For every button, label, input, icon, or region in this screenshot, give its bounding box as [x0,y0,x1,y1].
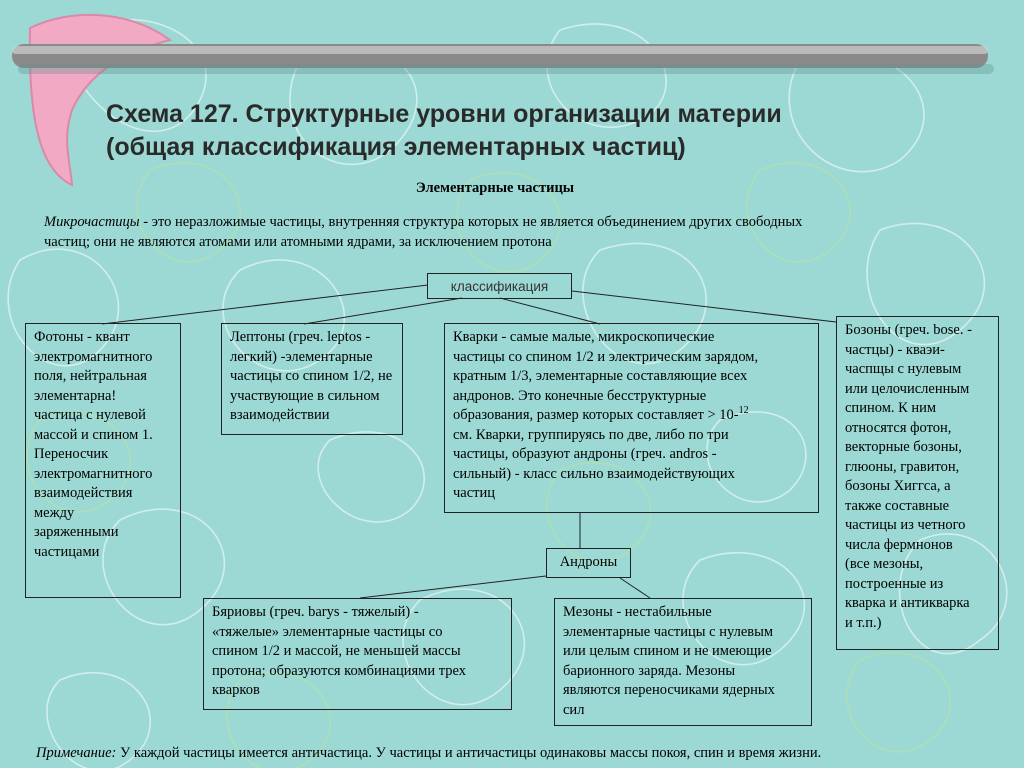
quarks-line: частицы со спином 1/2 и электрическим зарядом, [453,348,759,365]
definition-text [44,213,984,252]
quarks-size-exponent: 12 [738,405,749,417]
bosons-line: или целочисленным [845,380,970,397]
baryons-line: кварков [212,682,260,698]
photons-line: частица с нулевой [34,407,146,423]
quarks-line: андронов. Это конечные бесструктурные [453,387,707,404]
photons-line: элементарна! [34,387,117,404]
quarks-line: частиц [453,485,496,501]
photons-line: электромагнитного [34,465,153,482]
quarks-line: см. Кварки, группируясь по две, либо по три [453,426,729,443]
mesons-line: сил [563,701,585,718]
andrones-box [546,548,631,578]
bosons-line: векторные бозоны, [845,439,962,455]
title-line-2: (общая классификация элементарных частиц) [106,133,686,161]
mesons-line: являются переносчиками ядерных [563,682,775,698]
photons-box [25,323,181,598]
bosons-line: построенные из [845,575,944,592]
bosons-line: частицы из четного [845,517,966,533]
bosons-line: (все мезоны, [845,556,924,572]
classification-label: классификация [450,279,549,294]
bosons-line: относятся фотон, [845,419,952,436]
definition-line-2: частиц; они не являются атомами или атомными ядрами, за исключением протона [44,233,552,250]
quarks-box [444,323,819,513]
photons-line: электромагнитного [34,348,153,365]
bosons-line: также составные [845,497,950,514]
photons-line: поля, нейтральная [34,368,147,384]
photons-line: между [34,504,75,521]
quarks-line: кратным 1/3, элементарные составляющие всех [453,368,748,384]
note-label: Примечание: [36,745,117,761]
slide-title [106,98,986,164]
baryons-line: спином 1/2 и массой, не меньшей массы [212,643,461,659]
quarks-line: частицы, образуют андроны (греч. andros - [453,446,717,462]
mesons-line: элементарные частицы с нулевым [563,623,774,640]
mesons-line: барионного заряда. Мезоны [563,662,736,679]
baryons-line: «тяжелые» элементарные частицы со [212,623,443,640]
mesons-line: или целым спином и не имеющие [563,643,772,659]
bosons-line: кварка и антикварка [845,595,970,611]
bosons-line: числа фермнонов [845,536,953,553]
bosons-line: Бозоны (греч. bose. - [845,322,972,338]
classification-box [427,273,572,299]
quarks-line: сильный) - класс сильно взаимодействующих [453,465,735,482]
note-text: У каждой частицы имеется античастица. У частицы и античастицы одинаковы массы покоя, спин и время жизни. [116,745,822,761]
bosons-line: глюоны, гравитон, [845,458,960,475]
photons-line: Переносчик [34,446,109,462]
definition-line-1: - это неразложимые частицы, внутренняя структура которых не является объединением других свободных [139,214,803,230]
mesons-line: Мезоны - нестабильные [563,604,712,620]
subtitle: Элементарные частицы [415,180,575,196]
leptons-line: частицы со спином 1/2, не [230,368,393,384]
definition-term: Микрочастицы [44,214,140,230]
leptons-line: легкий) -элементарные [230,348,373,365]
bosons-line: спином. К ним [845,400,937,416]
baryons-line: протона; образуются комбинациями трех [212,662,466,679]
title-line-1: Схема 127. Структурные уровни организации материи [106,100,782,128]
bosons-line: бозоны Хиггса, а [845,478,951,494]
photons-line: Фотоны - квант [34,329,130,345]
bosons-line: часпщы с нулевым [845,361,962,377]
bosons-line: частцы) - кваэи- [845,341,945,358]
baryons-box [203,598,512,710]
leptons-line: участвующие в сильном [230,387,380,404]
leptons-box [221,323,403,435]
bosons-line: и т.п.) [845,614,882,631]
photons-line: массой и спином 1. [34,426,153,443]
note [36,744,1016,763]
mesons-box [554,598,812,726]
photons-line: взаимодействия [34,485,133,501]
photons-line: частицами [34,543,100,560]
baryons-line: Бяриовы (греч. barys - тяжелый) - [212,604,419,620]
quarks-size-line: образования, размер которых составляет > 10- [453,407,739,423]
bosons-box [836,316,999,650]
quarks-line: Кварки - самые малые, микроскопические [453,329,715,345]
leptons-line: Лептоны (греч. leptos - [230,329,371,345]
photons-line: заряженными [34,524,119,540]
leptons-line: взаимодействии [230,407,330,423]
andrones-label: Андроны [559,554,618,570]
